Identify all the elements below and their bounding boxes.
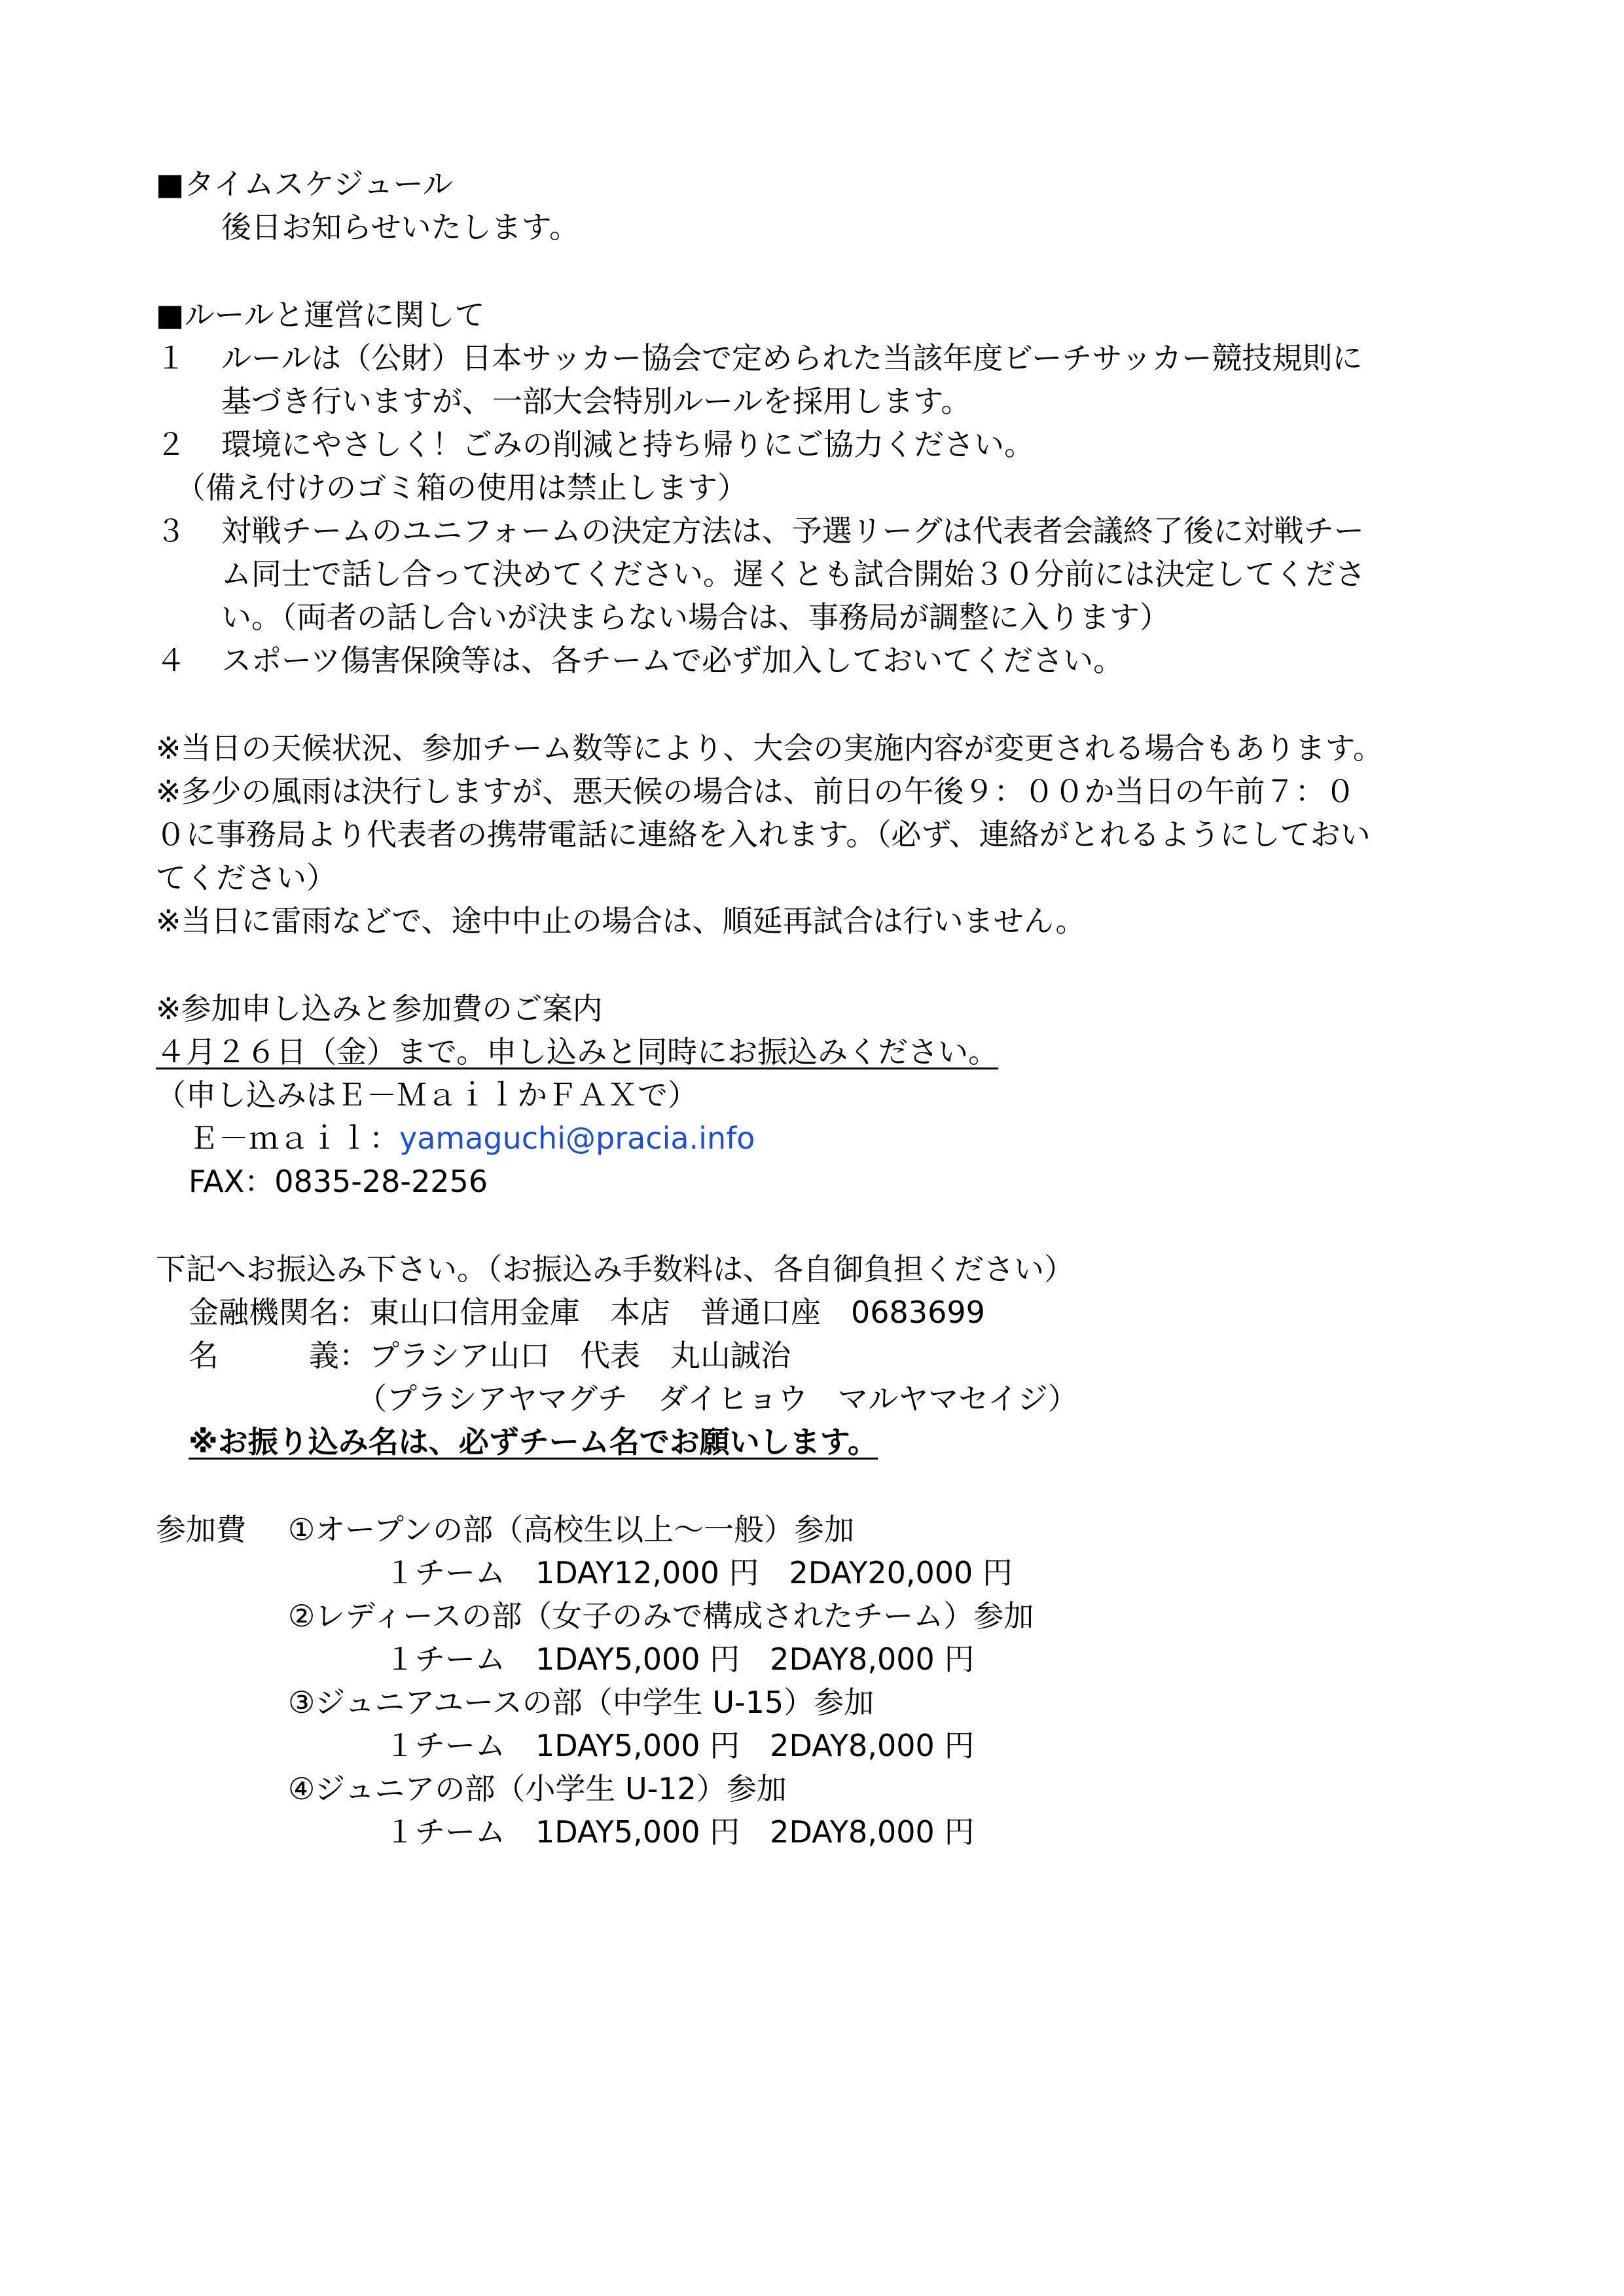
account-name-value: プラシア山口 代表 丸山誠治 <box>369 1338 791 1373</box>
bank-label: 金融機関名： <box>189 1295 369 1330</box>
fee-category-ladies-title: ②レディースの部（女子のみで構成されたチーム）参加 <box>288 1598 1034 1634</box>
payment-intro: 下記へお振込み下さい。（お振込み手数料は、各自御負担ください） <box>156 1251 1074 1287</box>
application-method: （申し込みはＥ－ＭａｉｌかＦＡＸで） <box>156 1077 698 1113</box>
fee-category-junior-youth-price: １チーム 1DAY5,000 円 2DAY8,000 円 <box>385 1728 975 1763</box>
payment-note: ※お振り込み名は、必ずチーム名でお願いします。 <box>189 1424 878 1460</box>
note-thunder: ※当日に雷雨などで、途中中止の場合は、順延再試合は行いません。 <box>156 903 1086 939</box>
email-line <box>189 1117 755 1160</box>
fax-line: FAX：0835-28-2256 <box>189 1164 488 1199</box>
fee-category-open-title: ①オープンの部（高校生以上～一般）参加 <box>288 1512 855 1547</box>
account-name-kana: （プラシアヤマグチ ダイヒョウ マルヤマセイジ） <box>357 1381 1078 1416</box>
account-name-label: 名 義： <box>189 1338 369 1373</box>
rule-1-line-1: ルールは（公財）日本サッカー協会で定められた当該年度ビーチサッカー競技規則に <box>221 340 1363 376</box>
note-rain-line-3: てください） <box>156 860 336 895</box>
rule-3-line-3: い。（両者の話し合いが決まらない場合は、事務局が調整に入ります） <box>221 600 1170 635</box>
schedule-body: 後日お知らせいたします。 <box>221 209 579 245</box>
rule-1-line-2: 基づき行いますが、一部大会特別ルールを採用します。 <box>221 384 971 419</box>
bank-line <box>189 1291 985 1334</box>
fees-label: 参加費 <box>156 1512 246 1547</box>
note-weather: ※当日の天候状況、参加チーム数等により、大会の実施内容が変更される場合もあります。 <box>156 730 1383 766</box>
rules-heading: ■ルールと運営に関して <box>156 297 485 332</box>
application-heading: ※参加申し込みと参加費のご案内 <box>156 991 603 1026</box>
fee-category-ladies-price: １チーム 1DAY5,000 円 2DAY8,000 円 <box>385 1641 975 1677</box>
fee-category-open-price: １チーム 1DAY12,000 円 2DAY20,000 円 <box>385 1555 1013 1590</box>
note-rain-line-1: ※多少の風雨は決行しますが、悪天候の場合は、前日の午後９：００か当日の午前７：０ <box>156 774 1356 809</box>
application-deadline: ４月２６日（金）まで。申し込みと同時にお振込みください。 <box>156 1034 999 1069</box>
rule-2-number: ２ <box>156 427 186 462</box>
note-rain-line-2: ０に事務局より代表者の携帯電話に連絡を入れます。（必ず、連絡がとれるようにしておい <box>156 817 1371 852</box>
rule-2-line-2: （備え付けのゴミ箱の使用は禁止します） <box>175 470 748 505</box>
rule-4-line-1: スポーツ傷害保険等は、各チームで必ず加入しておいてください。 <box>221 643 1124 678</box>
bank-value: 東山口信用金庫 本店 普通口座 0683699 <box>369 1295 985 1330</box>
fee-category-junior-price: １チーム 1DAY5,000 円 2DAY8,000 円 <box>385 1814 975 1850</box>
schedule-heading: ■タイムスケジュール <box>156 166 453 202</box>
email-label: Ｅ－ｍａｉｌ： <box>189 1121 399 1156</box>
rule-3-number: ３ <box>156 513 186 548</box>
email-link[interactable]: yamaguchi@pracia.info <box>399 1121 755 1156</box>
rule-3-line-1: 対戦チームのユニフォームの決定方法は、予選リーグは代表者会議終了後に対戦チー <box>221 513 1364 548</box>
fee-category-junior-youth-title: ③ジュニアユースの部（中学生 U-15）参加 <box>288 1685 875 1720</box>
rule-1-number: １ <box>156 340 186 376</box>
account-name-line <box>189 1334 791 1377</box>
rule-2-line-1: 環境にやさしく！ごみの削減と持ち帰りにご協力ください。 <box>221 427 1034 462</box>
fee-category-junior-title: ④ジュニアの部（小学生 U-12）参加 <box>288 1771 787 1806</box>
rule-3-line-2: ム同士で話し合って決めてください。遅くとも試合開始３０分前には決定してくださ <box>221 556 1365 592</box>
rule-4-number: ４ <box>156 643 186 678</box>
